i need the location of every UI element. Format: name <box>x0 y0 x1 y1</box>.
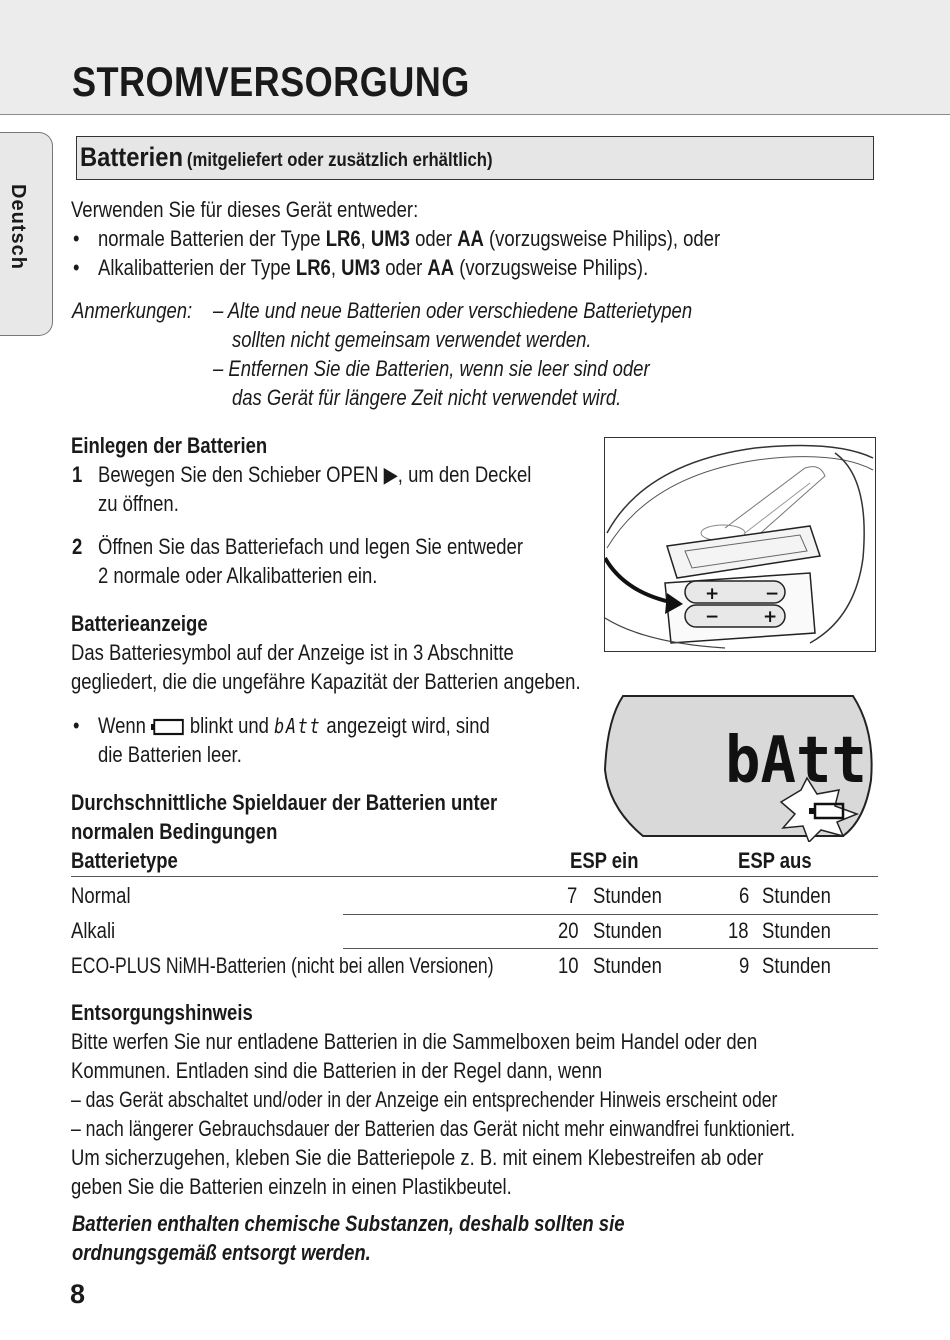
disposal-tail-2: geben Sie die Batterien einzeln in einen Plastikbeutel. <box>71 1174 512 1199</box>
section-title <box>80 142 493 173</box>
table-header-esp-off: ESP aus <box>738 848 812 873</box>
table-row-3-esp-off-value: 9 <box>739 953 750 978</box>
playtime-heading-line-1: Durchschnittliche Spieldauer der Batterien unter <box>71 790 498 815</box>
table-row-3-esp-on-unit: Stunden <box>593 953 662 978</box>
table-row-3-esp-off-unit: Stunden <box>762 953 831 978</box>
table-row-2-type: Alkali <box>71 918 116 943</box>
batt-code: bAtt <box>274 714 322 738</box>
disposal-tail-1: Um sicherzugehen, kleben Sie die Batteriepole z. B. mit einem Klebestreifen ab oder <box>71 1145 764 1170</box>
intro-lead: Verwenden Sie für dieses Gerät entweder: <box>71 197 419 222</box>
page-title: STROMVERSORGUNG <box>72 58 470 105</box>
disposal-warning-line-2: ordnungsgemäß entsorgt werden. <box>72 1240 371 1265</box>
step-2-line-1: Öffnen Sie das Batteriefach und legen Sie entweder <box>98 534 523 559</box>
bullet-dot: • <box>73 255 80 280</box>
section-title-sub: (mitgeliefert oder zusätzlich erhältlich) <box>186 150 493 171</box>
step-2-number: 2 <box>72 534 83 559</box>
note-2-line-2: das Gerät für längere Zeit nicht verwendet wird. <box>232 385 622 410</box>
note-1-line-1: – Alte und neue Batterien oder verschiedene Batterietypen <box>213 298 693 323</box>
svg-text:−: − <box>705 607 720 627</box>
intro-bullet-1: normale Batterien der Type LR6, UM3 oder AA (vorzugsweise Philips), oder <box>98 226 721 251</box>
step-1-number: 1 <box>72 462 83 487</box>
section-title-main: Batterien <box>80 142 183 172</box>
bullet-dot: • <box>73 713 80 738</box>
step-1-line-1: Bewegen Sie den Schieber OPEN ▶, um den Deckel <box>98 462 532 487</box>
table-row-2-esp-on-unit: Stunden <box>593 918 662 943</box>
battery-insertion-drawing <box>605 438 875 651</box>
table-row-1-esp-on-value: 7 <box>567 883 578 908</box>
disposal-warning-line-1: Batterien enthalten chemische Substanzen, deshalb sollten sie <box>72 1211 625 1236</box>
step-1-line-2: zu öffnen. <box>98 491 179 516</box>
table-row-2-esp-on-value: 20 <box>558 918 579 943</box>
disposal-dash-2: – nach längerer Gebrauchsdauer der Batterien das Gerät nicht mehr einwandfrei funktioniert. <box>71 1116 795 1141</box>
svg-text:−: − <box>765 584 780 604</box>
svg-text:+: + <box>763 607 778 627</box>
page-number: 8 <box>70 1279 86 1309</box>
indicator-line-1: Das Batteriesymbol auf der Anzeige ist in 3 Abschnitte <box>71 640 514 665</box>
disposal-heading: Entsorgungshinweis <box>71 1000 253 1025</box>
playtime-heading-line-2: normalen Bedingungen <box>71 819 278 844</box>
disposal-dash-1: – das Gerät abschaltet und/oder in der Anzeige ein entsprechender Hinweis erscheint oder <box>71 1087 778 1112</box>
lcd-batt-text: bAtt <box>725 724 867 798</box>
table-row-1-type: Normal <box>71 883 131 908</box>
table-row-rule <box>343 914 878 915</box>
notes-label: Anmerkungen: <box>72 298 193 323</box>
indicator-bullet-line-2: die Batterien leer. <box>98 742 242 767</box>
table-row-3-type: ECO-PLUS NiMH-Batterien (nicht bei allen Versionen) <box>71 953 494 978</box>
table-row-1-esp-off-value: 6 <box>739 883 750 908</box>
table-header-rule <box>71 876 878 877</box>
indicator-heading: Batterieanzeige <box>71 611 208 636</box>
intro-bullet-2: Alkalibatterien der Type LR6, UM3 oder AA (vorzugsweise Philips). <box>98 255 649 280</box>
table-row-2-esp-off-value: 18 <box>728 918 749 943</box>
svg-text:+: + <box>705 584 720 604</box>
note-1-line-2: sollten nicht gemeinsam verwendet werden. <box>232 327 592 352</box>
table-row-rule <box>343 948 878 949</box>
step-2-line-2: 2 normale oder Alkalibatterien ein. <box>98 563 378 588</box>
disposal-line-1: Bitte werfen Sie nur entladene Batterien in die Sammelboxen beim Handel oder den <box>71 1029 758 1054</box>
bullet-dot: • <box>73 226 80 251</box>
disposal-line-2: Kommunen. Entladen sind die Batterien in der Regel dann, wenn <box>71 1058 603 1083</box>
table-header-type: Batterietype <box>71 848 178 873</box>
table-row-1-esp-on-unit: Stunden <box>593 883 662 908</box>
lcd-display-illustration <box>603 690 877 842</box>
insert-heading: Einlegen der Batterien <box>71 433 268 458</box>
table-header-esp-on: ESP ein <box>570 848 639 873</box>
note-2-line-1: – Entfernen Sie die Batterien, wenn sie leer sind oder <box>213 356 650 381</box>
battery-compartment-illustration <box>604 437 876 652</box>
table-row-1-esp-off-unit: Stunden <box>762 883 831 908</box>
indicator-bullet-line-1: Wenn blinkt und bAtt angezeigt wird, sind <box>98 713 490 738</box>
lcd-display <box>603 690 877 842</box>
language-tab-label: Deutsch <box>7 184 29 270</box>
table-row-2-esp-off-unit: Stunden <box>762 918 831 943</box>
battery-icon <box>151 718 185 736</box>
indicator-line-2: gegliedert, die die ungefähre Kapazität der Batterien angeben. <box>71 669 581 694</box>
table-row-3-esp-on-value: 10 <box>558 953 579 978</box>
